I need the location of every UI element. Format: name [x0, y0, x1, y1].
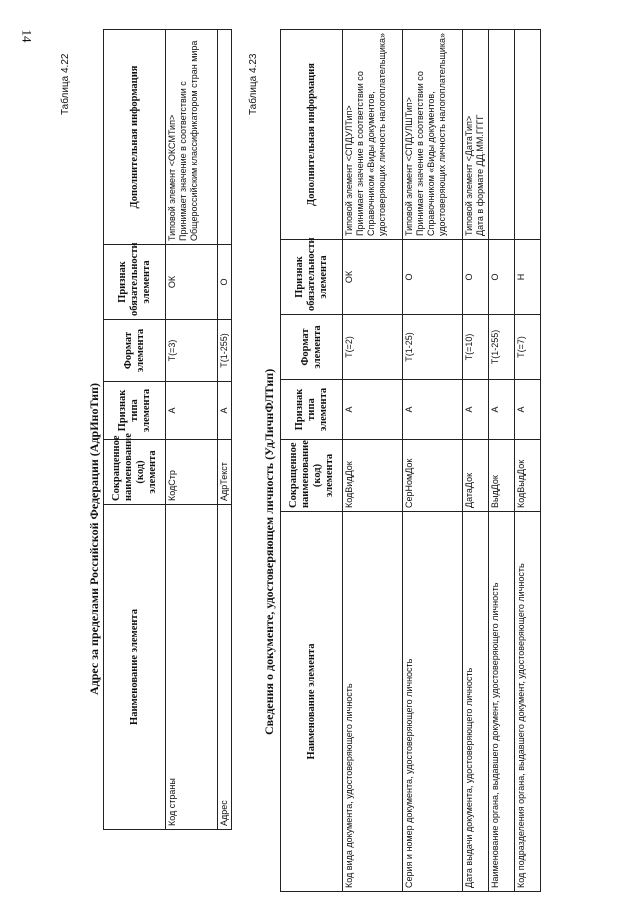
element-code-cell: КодВидДок [343, 440, 403, 512]
element-format-cell: Т(=10) [463, 315, 489, 380]
column-header: Признак обязательности элемента [104, 245, 166, 320]
element-type-cell: А [343, 380, 403, 440]
element-info-cell: Типовой элемент <ОКСМТип> Принимает значение в соответствии с Общероссийским классификатором стран мира [166, 30, 218, 245]
element-type-cell: А [515, 380, 541, 440]
table-caption: Таблица 4.23 [248, 53, 259, 115]
element-type-cell: А [463, 380, 489, 440]
column-header: Признак обязательности элемента [281, 240, 343, 315]
element-code-cell: АдрТекст [218, 440, 232, 505]
element-type-cell: А [166, 382, 218, 440]
column-header: Формат элемента [104, 320, 166, 382]
element-format-cell: Т(=3) [166, 320, 218, 382]
table-row [489, 30, 515, 892]
column-header: Наименование элемента [281, 512, 343, 892]
element-code-cell: СерНомДок [403, 440, 463, 512]
element-format-cell: Т(1-255) [218, 320, 232, 382]
element-required-cell: О [489, 240, 515, 315]
element-required-cell: О [218, 245, 232, 320]
column-header: Признак типа элемента [104, 382, 166, 440]
element-required-cell: ОК [166, 245, 218, 320]
element-type-cell: А [489, 380, 515, 440]
table-row [166, 30, 218, 830]
table-header-row [104, 30, 166, 830]
element-info-cell [515, 30, 541, 240]
page-number: 14 [19, 29, 35, 43]
element-code-cell: КодВыдДок [515, 440, 541, 512]
element-name-cell: Серия и номер документа, удостоверяющего личность [403, 512, 463, 892]
table-423 [280, 29, 541, 892]
column-header: Сокращенное наименование (код) элемента [104, 440, 166, 505]
element-name-cell: Адрес [218, 505, 232, 830]
element-code-cell: ВыдДок [489, 440, 515, 512]
table-row [343, 30, 403, 892]
element-code-cell: КодСтр [166, 440, 218, 505]
column-header: Сокращенное наименование (код) элемента [281, 440, 343, 512]
element-format-cell: Т(=2) [343, 315, 403, 380]
element-name-cell: Код вида документа, удостоверяющего личность [343, 512, 403, 892]
element-info-cell [218, 30, 232, 245]
element-required-cell: О [463, 240, 489, 315]
table-row [403, 30, 463, 892]
table-header-row [281, 30, 343, 892]
column-header: Формат элемента [281, 315, 343, 380]
table-row [515, 30, 541, 892]
column-header: Наименование элемента [104, 505, 166, 830]
table-row [463, 30, 489, 892]
table-caption: Таблица 4.22 [60, 53, 71, 115]
column-header: Дополнительная информация [281, 30, 343, 240]
element-info-cell [489, 30, 515, 240]
element-name-cell: Наименование органа, выдавшего документ, удостоверяющего личность [489, 512, 515, 892]
element-required-cell: Н [515, 240, 541, 315]
element-name-cell: Код подразделения органа, выдавшего документ, удостоверяющего личность [515, 512, 541, 892]
element-type-cell: А [218, 382, 232, 440]
element-code-cell: ДатаДок [463, 440, 489, 512]
element-name-cell: Дата выдачи документа, удостоверяющего личность [463, 512, 489, 892]
element-required-cell: ОК [343, 240, 403, 315]
table-422 [103, 29, 232, 830]
element-info-cell: Типовой элемент <ДатаТип> Дата в формате ДД.ММ.ГГГГ [463, 30, 489, 240]
element-name-cell: Код страны [166, 505, 218, 830]
element-format-cell: Т(=7) [515, 315, 541, 380]
table-title: Сведения о документе, удостоверяющем личность (УдЛичнФЛТип) [262, 368, 276, 735]
element-info-cell: Типовой элемент <СПДУЛТип> Принимает значение в соответствии со Справочником «Виды документов, удостоверяющих личность налогоплательщика» [343, 30, 403, 240]
element-format-cell: Т(1-25) [403, 315, 463, 380]
column-header: Дополнительная информация [104, 30, 166, 245]
element-type-cell: А [403, 380, 463, 440]
column-header: Признак типа элемента [281, 380, 343, 440]
element-required-cell: О [403, 240, 463, 315]
element-format-cell: Т(1-255) [489, 315, 515, 380]
element-info-cell: Типовой элемент <СПДУЛШТип> Принимает значение в соответствии со Справочником «Виды документов, удостоверяющих личность налогоплательщика» [403, 30, 463, 240]
table-row [218, 30, 232, 830]
table-title: Адрес за пределами Российской Федерации (АдрИноТип) [87, 383, 101, 695]
